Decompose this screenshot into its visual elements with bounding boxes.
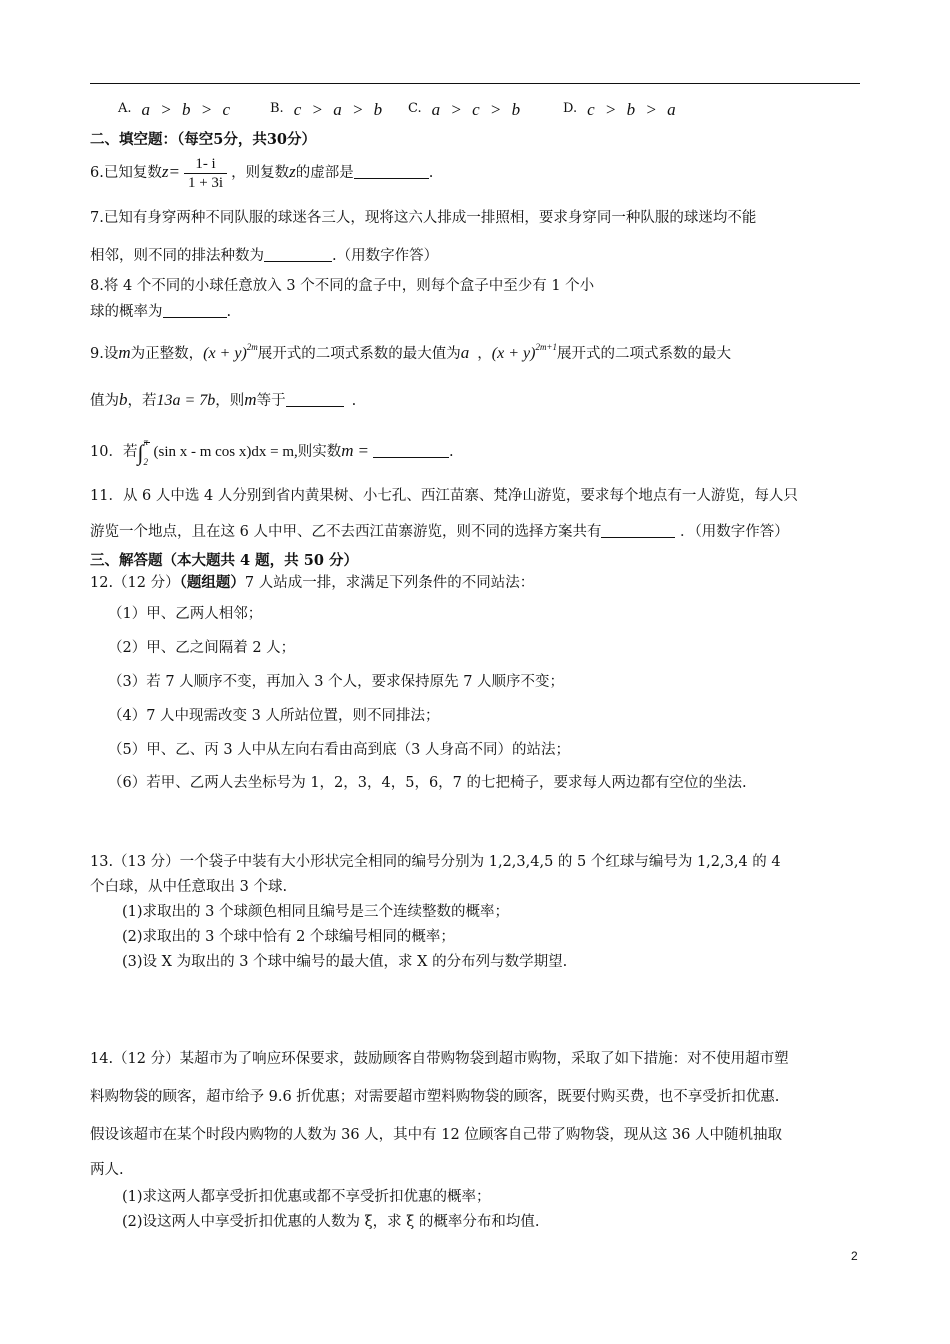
question-12-item: （5）甲、乙、丙 3 人中从左向右看由高到底（3 人身高不同）的站法；	[108, 742, 571, 758]
option-b: B. c > a > b	[270, 100, 386, 119]
definite-integral: ∫ 2 (sin x - m cos x)dx = m,	[137, 440, 298, 467]
question-10: 10．若∫ 2 (sin x - m cos x)dx = m,则实数m = .	[90, 440, 454, 467]
integral-sign: ∫	[137, 440, 144, 465]
answer-blank[interactable]	[264, 247, 332, 262]
question-14-line-3: 假设该超市在某个时段内购物的人数为 36 人，其中有 12 位顾客自己带了购物袋，现从这 36 人中随机抽取	[90, 1127, 783, 1143]
question-12-item: （6）若甲、乙两人去坐标号为 1，2，3，4，5，6，7 的七把椅子，要求每人两边都有空位的坐法.	[108, 775, 747, 791]
binomial-power-1: $(x + y)^{2m}$	[203, 342, 258, 362]
page-number: 2	[851, 1249, 858, 1263]
question-14-line-4: 两人.	[90, 1162, 124, 1178]
binomial-power-2: $(x + y)^{2m+1}$	[491, 342, 558, 362]
question-9-line-2: 值为b，若13a = 7b，则m等于 .	[90, 390, 357, 409]
answer-blank[interactable]	[354, 164, 429, 179]
answer-blank[interactable]	[163, 303, 227, 318]
question-8-line-2: 球的概率为 .	[90, 304, 232, 320]
section-fill-in-heading: 二、填空题：（每空5分，共30分）	[90, 131, 317, 148]
question-14-line-2: 料购物袋的顾客，超市给予 9.6 折优惠；对需要超市塑料购物袋的顾客，既要付购买费，也不享受折扣优惠.	[90, 1089, 780, 1105]
question-7-line-1: 7.已知有身穿两种不同队服的球迷各三人，现将这六人排成一排照相，要求身穿同一种队服的球迷均不能	[90, 210, 757, 226]
option-a: A. a > b > c	[118, 100, 234, 119]
question-12-item: （4）7 人中现需改变 3 人所站位置，则不同排法；	[108, 708, 440, 724]
question-11-line-1: 11．从 6 人中选 4 人分别到省内黄果树、小七孔、西江苗寨、梵净山游览，要求每个地点有一人游览，每人只	[90, 488, 798, 504]
question-12-heading: 12.（12 分）（题组题）7 人站成一排，求满足下列条件的不同站法：	[90, 574, 535, 591]
question-13-line-2: 个白球，从中任意取出 3 个球.	[90, 879, 288, 895]
answer-blank[interactable]	[286, 392, 344, 407]
question-8-line-1: 8.将 4 个不同的小球任意放入 3 个不同的盒子中，则每个盒子中至少有 1 个小	[90, 278, 595, 294]
question-12-item: （1）甲、乙两人相邻；	[108, 606, 263, 622]
answer-blank[interactable]	[373, 443, 449, 458]
question-13-item: (2)求取出的 3 个球中恰有 2 个球编号相同的概率；	[122, 929, 455, 945]
question-7-line-2: 相邻，则不同的排法种数为 .（用数字作答）	[90, 248, 439, 264]
fraction: $\frac{1- i}{1 + 3i}$	[184, 155, 227, 192]
question-12-item: （3）若 7 人顺序不变，再加入 3 个人，要求保持原先 7 人顺序不变；	[108, 674, 565, 690]
question-14-line-1: 14.（12 分）某超市为了响应环保要求，鼓励顾客自带购物袋到超市购物，采取了如下措施：对不使用超市塑	[90, 1051, 789, 1067]
question-14-item: (2)设这两人中享受折扣优惠的人数为 ξ，求 ξ 的概率分布和均值.	[122, 1214, 540, 1230]
section-answer-heading: 三、解答题（本大题共 4 题，共 50 分）	[90, 552, 358, 569]
question-13-item: (3)设 X 为取出的 3 个球中编号的最大值，求 X 的分布列与数学期望.	[122, 954, 568, 970]
question-6: 6.已知复数z= $\frac{1- i}{1 + 3i}$ ，则复数z的虚部是 .	[90, 155, 434, 191]
answer-blank[interactable]	[601, 523, 675, 538]
option-d: D. c > b > a	[563, 100, 679, 119]
question-12-item: （2）甲、乙之间隔着 2 人；	[108, 640, 296, 656]
question-13-item: (1)求取出的 3 个球颜色相同且编号是三个连续整数的概率；	[122, 904, 509, 920]
question-11-line-2: 游览一个地点，且在这 6 人中甲、乙不去西江苗寨游览，则不同的选择方案共有 ．（用数字作答）	[90, 524, 789, 540]
header-rule	[90, 83, 860, 84]
question-13-line-1: 13.（13 分）一个袋子中装有大小形状完全相同的编号分别为 1,2,3,4,5 的 5 个红球与编号为 1,2,3,4 的 4	[90, 854, 781, 870]
question-14-item: (1)求这两人都享受折扣优惠或都不享受折扣优惠的概率；	[122, 1189, 491, 1205]
question-9-line-1: 9.设m为正整数，$(x + y)^{2m}$展开式的二项式系数的最大值为a ，$(x + y)^{2m+1}$展开式的二项式系数的最大	[90, 342, 732, 362]
option-c: C. a > c > b	[408, 100, 524, 119]
